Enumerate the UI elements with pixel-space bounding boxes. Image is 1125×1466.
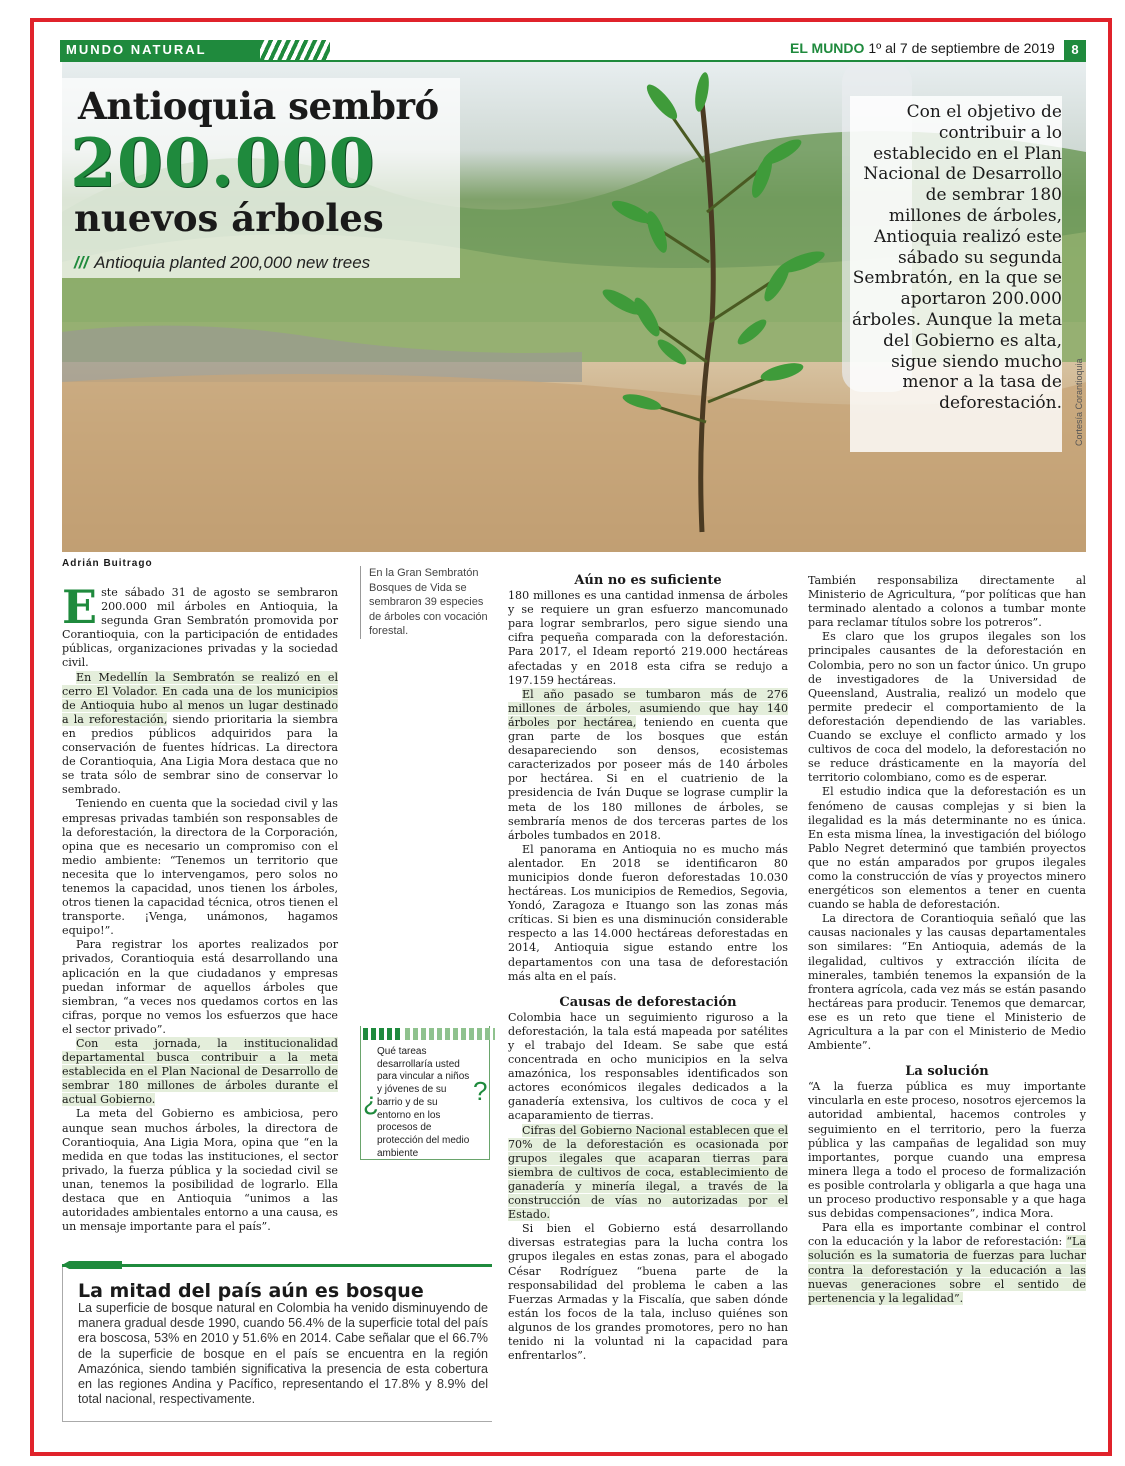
section-tag-stripes [260,40,330,60]
info-box-rule [62,1264,492,1267]
subtitle-text: Antioquia planted 200,000 new trees [94,253,371,272]
question-text: Qué tareas desarrollaría usted para vincular a niños y jóvenes de su barrio y de su entorno en los procesos de protección del medio ambiente [377,1046,470,1159]
headline-line-1: Antioquia sembró [78,84,439,128]
column-1 [62,580,338,1234]
issue-date: 1º al 7 de septiembre de 2019 [868,40,1055,56]
side-note: En la Gran Sembratón Bosques de Vida se sembraron 39 especies de árboles con vocación forestal. [360,566,492,639]
masthead [790,40,1060,60]
paragraph-text: siendo prioritaria la siembra en predios públicos adquiridos para la conservación de fuentes hídricas. La directora de Corantioquia, Ana Ligia Mora destaca que no se trata sólo de sembrar sino de conservar lo sembrado. [62,712,338,797]
page-number: 8 [1064,40,1086,60]
highlighted-text: “La solución es la sumatoria de fuerzas para luchar contra la deforestación y la educación a las nuevas generaciones sobre el sentido de pertenencia y la legalidad”. [808,1235,1086,1305]
highlighted-text: Con esta jornada, la institucionalidad departamental busca contribuir a la meta establecida en el Plan Nacional de Desarrollo de sembrar 180 millones de árboles durante el actual Gobierno. [62,1037,338,1107]
section-tag: MUNDO NATURAL [60,40,260,60]
paragraph: La directora de Corantioquia señaló que las causas nacionales y las causas departamentales son similares: “En Antioquia, además de la ilegalidad, cultivos y extracción ilícita de minerales, también tenemos la expansión de la frontera agrícola, cada vez más se están pasando hectáreas para producir. Tenemos que demarcar, ese es un reto que tiene el Ministerio de Agricultura a la par con el Ministerio de Medio Ambiente”. [808,912,1086,1053]
byline: Adrián Buitrago [62,558,153,569]
paragraph-text: Para ella es importante combinar el control con la educación y la labor de reforestación: [808,1221,1086,1249]
paragraph: Colombia hace un seguimiento riguroso a la deforestación, la tala está mapeada por satélites y el trabajo del Ideam. Se sabe que está concentrada en ocho municipios en la selva amazónica, los responsables identificados son actores económicos ilegales dedicados a la ganadería extensiva, los cultivos de coca y el acaparamiento de tierras. [508,1010,788,1123]
paragraph: También responsabiliza directamente al Ministerio de Agricultura, “por políticas que han terminado alentado a colonos a tumbar monte para reclamar títulos sobre los potreros”. [808,574,1086,630]
question-mark-open: ¿ [363,1086,379,1116]
paragraph-text: ste sábado 31 de agosto se sembraron 200.000 mil árboles en Antioquia, la segunda Gran Sembratón promovida por Corantioquia, con la participación de entidades públicas, organizaciones privadas y la sociedad civil. [62,586,338,670]
paragraph: Teniendo en cuenta que la sociedad civil y las empresas privadas también son responsables de la deforestación, la directora de la Corporación, opina que es necesario un compromiso con el medio ambiente: “Tenemos un territorio que necesita que lo intervengamos, pero solos no tenemos la capacidad, unos tienen los árboles, otros tienen la capacidad técnica, otros tienen el transporte. ¡Venga, unámonos, hagamos equipo!”. [62,797,338,938]
photo-credit: Cortesía Corantioquia [1074,358,1084,446]
paragraph: Para registrar los aportes realizados por privados, Corantioquia está desarrollando una aplicación en la que ciudadanos y empresas puedan informar de aquellos árboles que siembran, “a veces nos quedamos cortos en las cifras, porque no vemos los esfuerzos que hace el sector privado”. [62,938,338,1036]
paragraph: El panorama en Antioquia no es mucho más alentador. En 2018 se identificaron 80 municipios donde fueron deforestadas 10.030 hectáreas. Los municipios de Remedios, Segovia, Yondó, Zaragoza e Ituango son las zonas más críticas. Si bien es una disminución considerable respecto a las 14.000 hectáreas deforestadas en 2014, Antioquia sigue estando entre los departamentos con una tasa de deforestación más alta en el país. [508,842,788,983]
column-3 [808,574,1086,1306]
headline-subtitle [74,253,370,273]
subheading: Causas de deforestación [559,994,737,1010]
highlighted-text: En Medellín la Sembratón se realizó en el cerro El Volador. En cada una de los municipios de Antioquia hubo al menos un lugar destinado a la reforestación, [62,670,338,726]
paragraph [508,688,788,843]
paragraph: 180 millones es una cantidad inmensa de árboles y se requiere un gran esfuerzo mancomunado para lograr sembrarlos, pero sigue siendo una cifra pequeña comparada con la deforestación. Para 2017, el Ideam reportó 219.000 hectáreas afectadas y en 2018 esta cifra se redujo a 197.159 hectáreas. [508,589,788,687]
headline-number: 200.000 [70,124,376,202]
subtitle-slashes: /// [74,253,89,272]
highlighted-text: Cifras del Gobierno Nacional establecen que el 70% de la deforestación es ocasionada por grupos ilegales que acaparan tierras para siembra de cultivos de coca, establecimiento de ganadería y minería ilegal, a través de la construcción de vías no autorizadas por el Estado. [508,1123,788,1222]
subheading: Aún no es suficiente [574,573,722,588]
column-2 [508,574,788,1363]
paragraph [62,580,338,671]
question-mark-close: ? [473,1076,488,1106]
headline-line-3: nuevos árboles [74,196,384,240]
question-bars-light [405,1028,495,1040]
subheading: La solución [905,1064,989,1080]
drop-cap: E [62,580,98,634]
lead-paragraph: Con el objetivo de contribuir a lo establecido en el Plan Nacional de Desarrollo de sembrar 180 millones de árboles, Antioquia realizó este sábado su segunda Sembratón, en la que se aportaron 200.000 árboles. Aunque la meta del Gobierno es alta, sigue siendo mucho menor a la tasa de deforestación. [852,102,1063,414]
paragraph: Es claro que los grupos ilegales son los principales causantes de la deforestación en Colombia, pero no son un factor único. Un grupo de investigadores de la Universidad de Queensland, Australia, realizó un modelo que permite predecir el comportamiento de la deforestación dependiendo de las variables. Cuando se excluye el conflicto armado y los cultivos de coca del modelo, la deforestación no se reduce drásticamente en la mayoría del territorio colombiano, como es de esperar. [808,630,1086,785]
paragraph [508,1124,788,1223]
paragraph: “A la fuerza pública es muy importante vincularla en este proceso, nosotros ejercemos la autoridad ambiental, hacemos controles y seguimiento en el territorio, pero la fuerza pública y las campañas de legalidad son muy importantes, porque cuando una empresa minera llega a todo el proceso de formalización es posible controlarla y obligarla a que haga una un proceso productivo responsable y a que haga sus debidas compensaciones”, indica Mora. [808,1080,1086,1221]
info-box-title: La mitad del país aún es bosque [78,1280,424,1302]
info-box-text: La superficie de bosque natural en Colombia ha venido disminuyendo de manera gradual desde 1990, cuando 56.4% de la superficie total del país era boscosa, 53% en 2010 y 51.6% en 2014. Cabe señalar que el 66.7% de la superficie de bosque en el país se encuentra en la región Amazónica, siendo también significativa la presencia de esta cobertura en las regiones Andina y Pacífico, representando el 17.8% y 8.9% del total nacional, respectivamente. [78,1301,488,1407]
highlighted-text: El año pasado se tumbaron más de 276 millones de árboles, asumiendo que hay 140 árboles por hectárea, [508,687,788,729]
paragraph [62,1037,338,1107]
question-box [360,1026,490,1160]
paragraph-text: teniendo en cuenta que gran parte de los bosques que están desapareciendo son densos, ecosistemas caracterizados por poseer más de 140 árboles por hectárea. Si en el cuatrienio de la presidencia de Iván Duque se lograse cumplir la meta de los 180 millones de árboles, se sembraría menos de dos terceras partes de los árboles tumbados en 2018. [508,715,788,842]
pencil-icon [62,1261,122,1269]
paragraph: Si bien el Gobierno está desarrollando diversas estrategias para la lucha contra los grupos ilegales en estas zonas, para el abogado César Rodríguez “buena parte de la responsabilidad del problema le caben a las Fuerzas Armadas y la Fiscalía, que saben dónde están los focos de la tala, incluso quiénes son algunos de los grandes promotores, pero no han tenido ni la voluntad ni la capacidad para enfrentarlos”. [508,1222,788,1363]
paragraph: El estudio indica que la deforestación es un fenómeno de causas complejas y si bien la ilegalidad es la más determinante no es única. En esta misma línea, la investigación del biólogo Pablo Negret determinó que también proyectos que no están amparados por grupos ilegales como la construcción de vías y proyectos minero energéticos son elementos a tener en cuenta cuando se habla de deforestación. [808,785,1086,912]
paragraph: La meta del Gobierno es ambiciosa, pero aunque sean muchos árboles, la directora de Corantioquia, Ana Ligia Mora, opina que “en la medida en que todas las instituciones, el sector privado, la fuerza pública y la sociedad civil se unan, tenemos la posibilidad de lograrlo. Ella destaca que en Antioquia “unimos a las autoridades ambientales entorno a una causa, es un mensaje importante para el país”. [62,1107,338,1234]
paragraph [808,1221,1086,1306]
question-bars [363,1028,403,1040]
paper-name: EL MUNDO [790,40,865,56]
paragraph [62,671,338,798]
